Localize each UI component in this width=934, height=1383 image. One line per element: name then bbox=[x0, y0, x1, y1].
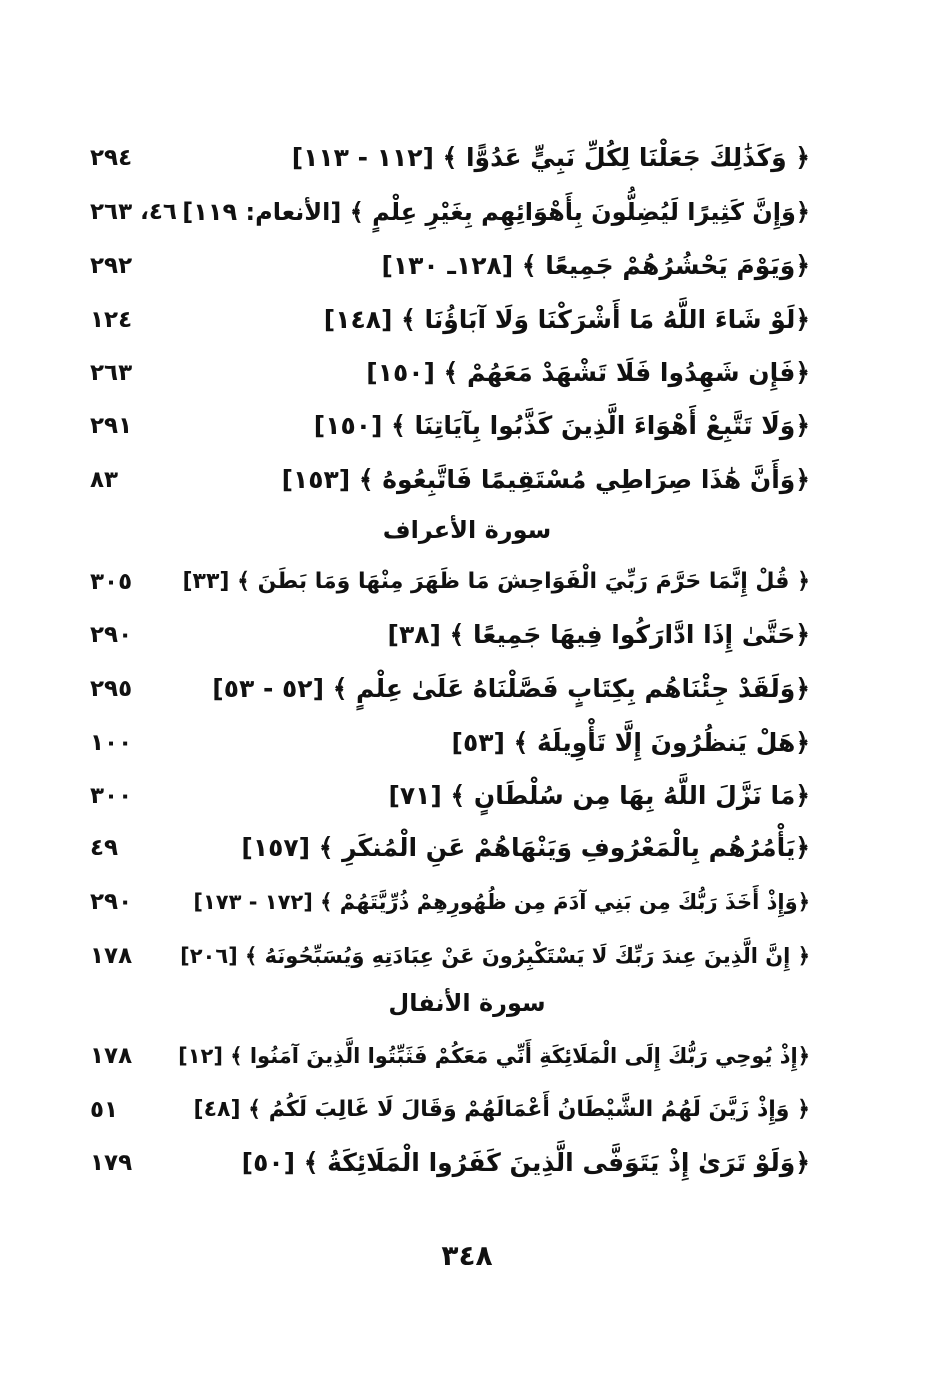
index-entry bbox=[70, 826, 850, 870]
verse-text: ﴿لَوْ شَاءَ اللَّهُ مَا أَشْرَكْنَا وَلَا آبَاؤُنَا ﴾ [١٤٨] bbox=[323, 305, 810, 334]
index-entry bbox=[70, 721, 850, 765]
page-reference: ٥١ bbox=[90, 1097, 119, 1123]
index-entry bbox=[70, 351, 850, 395]
verse-text: ﴿وَلَوْ تَرَىٰ إِذْ يَتَوَفَّى الَّذِينَ كَفَرُوا الْمَلَائِكَةُ ﴾ [٥٠] bbox=[241, 1148, 810, 1177]
index-entry bbox=[70, 244, 850, 288]
page-reference: ١٧٨ bbox=[90, 1043, 133, 1069]
verse-text: ﴿وَيَوْمَ يَحْشُرُهُمْ جَمِيعًا ﴾ [١٢٨ـ ١٣٠] bbox=[381, 251, 810, 280]
verse-text: ﴿مَا نَزَّلَ اللَّهُ بِهَا مِن سُلْطَانٍ ﴾ [٧١] bbox=[388, 781, 810, 810]
verse-text: ﴿ إِنَّ الَّذِينَ عِندَ رَبِّكَ لَا يَسْتَكْبِرُونَ عَنْ عِبَادَتِهِ وَيُسَبِّحُونَهُ ﴾ [٢٠٦] bbox=[180, 944, 810, 968]
page-reference: ٢٩٠ bbox=[90, 889, 133, 915]
index-entry bbox=[70, 298, 850, 342]
index-entry bbox=[70, 190, 850, 234]
page-reference: ٢٩٥ bbox=[90, 676, 133, 702]
index-entry bbox=[70, 934, 850, 978]
verse-text: ﴿ وَإِذْ زَيَّنَ لَهُمُ الشَّيْطَانُ أَعْمَالَهُمْ وَقَالَ لَا غَالِبَ لَكُمُ ﴾ [٤٨] bbox=[193, 1097, 810, 1122]
verse-text: ﴿وَأَنَّ هَٰذَا صِرَاطِي مُسْتَقِيمًا فَاتَّبِعُوهُ ﴾ [١٥٣] bbox=[281, 465, 810, 494]
verse-text: ﴿وَإِنَّ كَثِيرًا لَيُضِلُّونَ بِأَهْوَائِهِم بِغَيْرِ عِلْمٍ ﴾ [الأنعام: ١١٩] bbox=[182, 198, 810, 226]
page-reference: ١٢٤ bbox=[90, 307, 133, 333]
index-entry bbox=[70, 458, 850, 502]
page-reference: ٨٣ bbox=[90, 467, 119, 493]
page-reference: ٢٩١ bbox=[90, 413, 133, 439]
index-entry bbox=[70, 1088, 850, 1132]
page-reference: ٤٦، ٢٦٣ bbox=[90, 199, 177, 225]
surah-heading-araf: سورة الأعراف bbox=[382, 516, 552, 544]
index-entry bbox=[70, 1034, 850, 1078]
index-entry bbox=[70, 560, 850, 604]
page-reference: ٢٩٠ bbox=[90, 622, 133, 648]
verse-text: ﴿حَتَّىٰ إِذَا ادَّارَكُوا فِيهَا جَمِيعًا ﴾ [٣٨] bbox=[387, 620, 810, 649]
page-reference: ١٠٠ bbox=[90, 730, 133, 756]
page-reference: ٢٩٢ bbox=[90, 253, 133, 279]
page-reference: ٣٠٠ bbox=[90, 783, 133, 809]
page-reference: ٤٩ bbox=[90, 835, 119, 861]
index-entry bbox=[70, 613, 850, 657]
page-reference: ١٧٩ bbox=[90, 1150, 133, 1176]
page-reference: ١٧٨ bbox=[90, 943, 133, 969]
index-entry bbox=[70, 774, 850, 818]
verse-text: ﴿هَلْ يَنظُرُونَ إِلَّا تَأْوِيلَهُ ﴾ [٥٣] bbox=[451, 728, 810, 757]
index-entry bbox=[70, 404, 850, 448]
verse-text: ﴿إِذْ يُوحِي رَبُّكَ إِلَى الْمَلَائِكَةِ أَنِّي مَعَكُمْ فَثَبِّتُوا الَّذِينَ آمَنُوا ﴾ [١٢] bbox=[178, 1044, 810, 1068]
verse-text: ﴿ قُلْ إِنَّمَا حَرَّمَ رَبِّيَ الْفَوَاحِشَ مَا ظَهَرَ مِنْهَا وَمَا بَطَنَ ﴾ [٣٣] bbox=[182, 569, 810, 594]
verse-text: ﴿وَلَقَدْ جِئْنَاهُم بِكِتَابٍ فَصَّلْنَاهُ عَلَىٰ عِلْمٍ ﴾ [٥٢ - ٥٣] bbox=[212, 674, 810, 703]
index-entry bbox=[70, 880, 850, 924]
page-number: ٣٤٨ bbox=[441, 1239, 493, 1272]
page-reference: ٣٠٥ bbox=[90, 569, 133, 595]
verse-text: ﴿وَإِذْ أَخَذَ رَبُّكَ مِن بَنِي آدَمَ مِن ظُهُورِهِمْ ذُرِّيَّتَهُمْ ﴾ [١٧٢ - ١٧٣] bbox=[193, 890, 810, 914]
verse-text: ﴿وَلَا تَتَّبِعْ أَهْوَاءَ الَّذِينَ كَذَّبُوا بِآيَاتِنَا ﴾ [١٥٠] bbox=[313, 411, 810, 440]
index-entry bbox=[70, 136, 850, 180]
verse-text: ﴿ وَكَذَٰلِكَ جَعَلْنَا لِكُلِّ نَبِيٍّ عَدُوًّا ﴾ [١١٢ - ١١٣] bbox=[291, 143, 810, 172]
index-entry bbox=[70, 1141, 850, 1185]
surah-heading-anfal: سورة الأنفال bbox=[388, 989, 546, 1017]
index-entry bbox=[70, 667, 850, 711]
page-reference: ٢٩٤ bbox=[90, 145, 133, 171]
verse-text: ﴿يَأْمُرُهُم بِالْمَعْرُوفِ وَيَنْهَاهُمْ عَنِ الْمُنكَرِ ﴾ [١٥٧] bbox=[241, 833, 810, 862]
page-reference: ٢٦٣ bbox=[90, 360, 133, 386]
verse-text: ﴿فَإِن شَهِدُوا فَلَا تَشْهَدْ مَعَهُمْ ﴾ [١٥٠] bbox=[366, 358, 810, 387]
